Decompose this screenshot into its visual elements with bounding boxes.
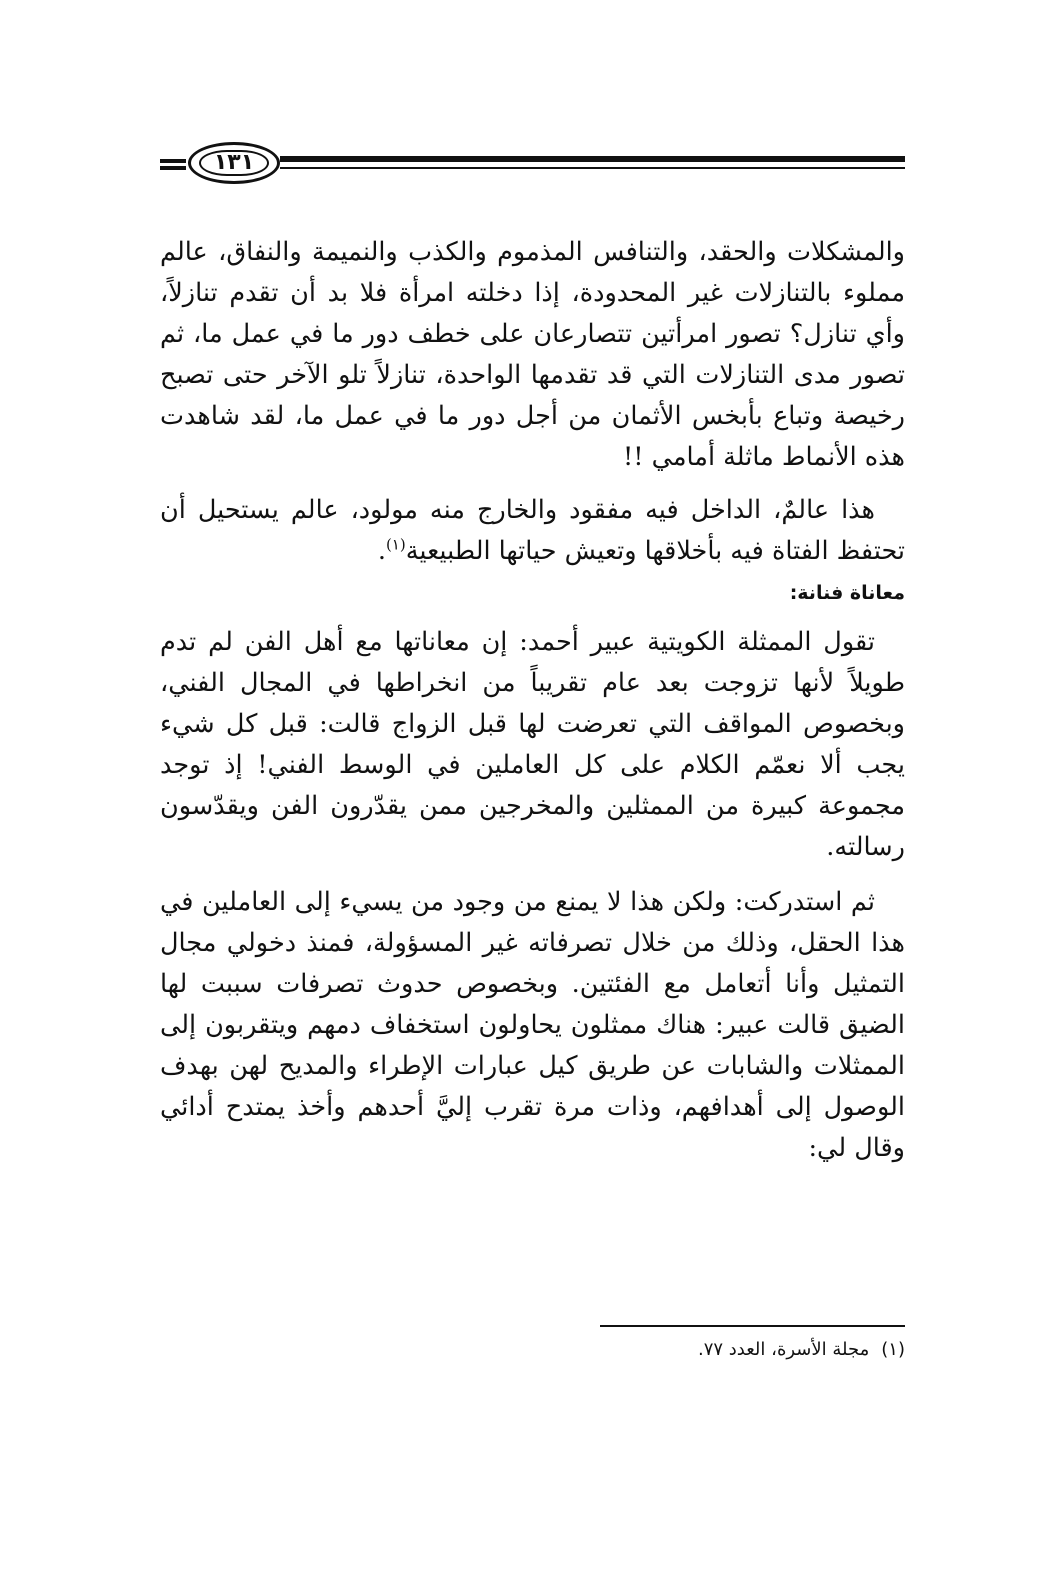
page-number: ١٣١ [213, 150, 255, 175]
page-number-badge [188, 142, 280, 184]
body-paragraph [160, 490, 905, 572]
footnote-marker: (١) [881, 1339, 905, 1360]
body-paragraph: والمشكلات والحقد، والتنافس المذموم والكذب والنميمة والنفاق، عالم مملوء بالتنازلات غير المحدودة، إذا دخلته امرأة فلا بد أن تقدم تنازلاً، وأي تنازل؟ تصور امرأتين تتصارعان على خطف دور ما في عمل ما، ثم تصور مدى التنازلات التي قد تقدمها الواحدة، تنازلاً تلو الآخر حتى تصبح رخيصة وتباع بأبخس الأثمان من أجل دور ما في عمل ما، لقد شاهدت هذه الأنماط ماثلة أمامي !! [160, 237, 905, 472]
page-body [160, 232, 905, 1169]
section-subheading: معاناة فنانة: [789, 582, 905, 604]
header-rule-left-lower [160, 166, 186, 170]
header-rule-left [160, 159, 186, 163]
page-header [160, 142, 905, 188]
footnotes [160, 1336, 905, 1364]
footnote-item [160, 1336, 905, 1364]
footnote-text: مجلة الأسرة، العدد ٧٧. [697, 1339, 870, 1360]
header-rule-thick [280, 156, 905, 162]
header-rule-thin [280, 167, 905, 169]
paragraph-end-punctuation: . [377, 536, 386, 566]
footnote-reference[interactable]: (١) [385, 535, 406, 554]
body-paragraph: تقول الممثلة الكويتية عبير أحمد: إن معاناتها مع أهل الفن لم تدم طويلاً لأنها تزوجت بعد عام تقريباً من انخراطها في المجال الفني، وبخصوص المواقف التي تعرضت لها قبل الزواج قالت: قبل كل شيء يجب ألا نعمّم الكلام على كل العاملين في الوسط الفني! إذ توجد مجموعة كبيرة من الممثلين والمخرجين ممن يقدّرون الفن ويقدّسون رسالته. [160, 627, 905, 862]
paragraph-text: هذا عالمٌ، الداخل فيه مفقود والخارج منه مولود، عالم يستحيل أن تحتفظ الفتاة فيه بأخلاقها وتعيش حياتها الطبيعية [160, 495, 905, 566]
footnote-separator [600, 1325, 905, 1327]
body-paragraph: ثم استدركت: ولكن هذا لا يمنع من وجود من يسيء إلى العاملين في هذا الحقل، وذلك من خلال تصرفاته غير المسؤولة، فمنذ دخولي مجال التمثيل وأنا أتعامل مع الفئتين. وبخصوص حدوث تصرفات سببت لها الضيق قالت عبير: هناك ممثلون يحاولون استخفاف دمهم ويتقربون إلى الممثلات والشابات عن طريق كيل عبارات الإطراء والمديح لهن بهدف الوصول إلى أهدافهم، وذات مرة تقرب إليَّ أحدهم وأخذ يمتدح أدائي وقال لي: [160, 887, 905, 1163]
